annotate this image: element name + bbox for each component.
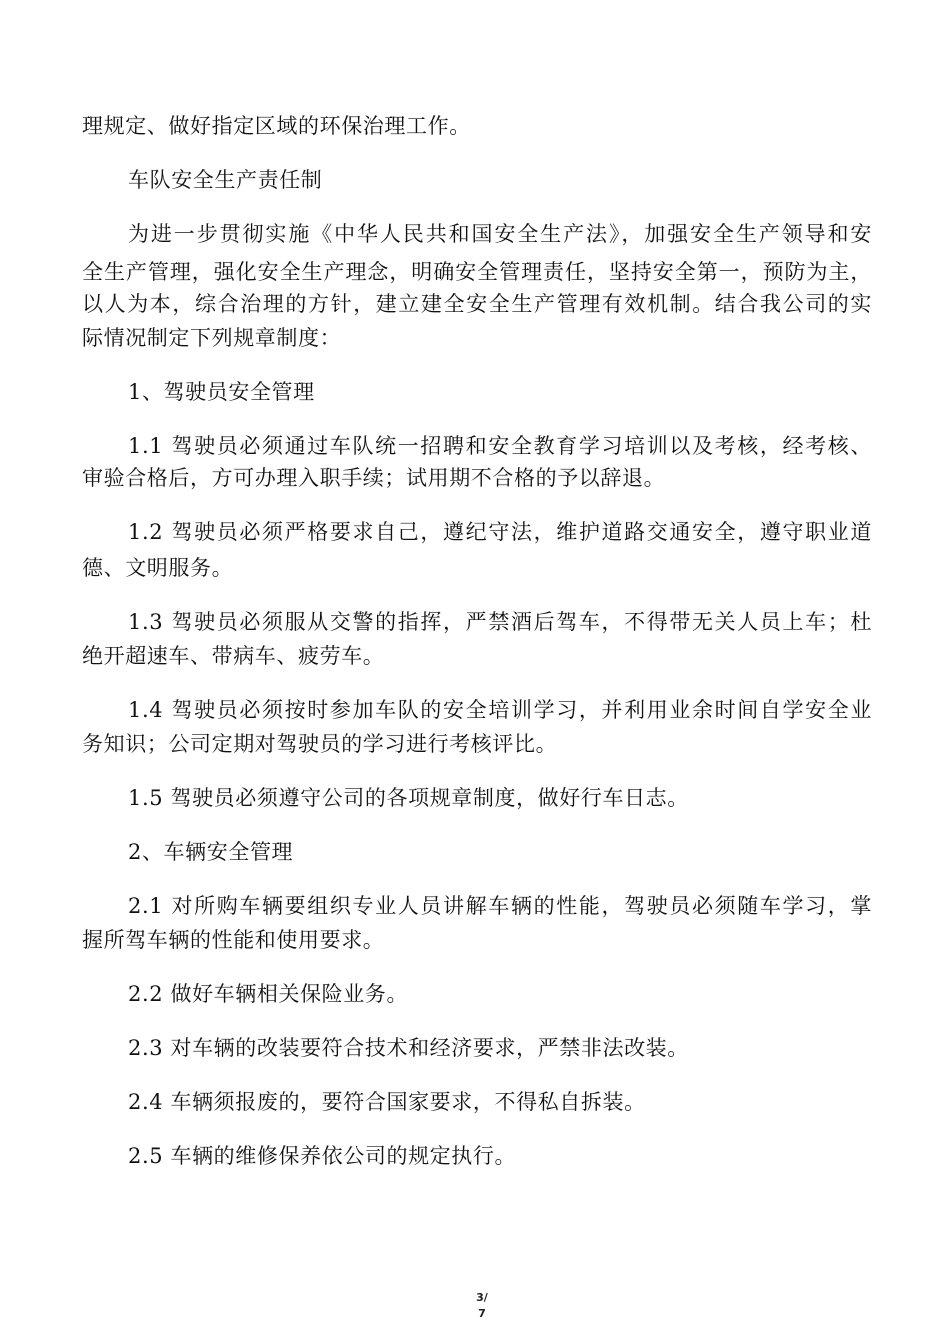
paragraph-line: 绝开超速车、带病车、疲劳车。 [82, 644, 385, 668]
paragraph-line: 2.3 对车辆的改装要符合技术和经济要求，严禁非法改装。 [128, 1036, 689, 1060]
page-number-current: 3/ [476, 1291, 488, 1304]
paragraph-line: 以人为本，综合治理的方针，建立建全安全生产管理有效机制。结合我公司的实 [82, 292, 872, 316]
page-number-total: 7 [478, 1307, 486, 1320]
paragraph-line: 1.3 驾驶员必须服从交警的指挥，严禁酒后驾车，不得带无关人员上车；杜 [128, 610, 872, 634]
paragraph-line: 全生产管理，强化安全生产理念，明确安全管理责任，坚持安全第一，预防为主， [82, 260, 872, 284]
paragraph-line: 审验合格后，方可办理入职手续；试用期不合格的予以辞退。 [82, 466, 666, 490]
paragraph-line: 德、文明服务。 [82, 556, 234, 580]
subsection-heading: 1、驾驶员安全管理 [128, 380, 315, 404]
paragraph-line: 1.5 驾驶员必须遵守公司的各项规章制度，做好行车日志。 [128, 786, 689, 810]
paragraph-line: 1.4 驾驶员必须按时参加车队的安全培训学习，并利用业余时间自学安全业 [128, 698, 872, 722]
paragraph-line: 2.4 车辆须报废的，要符合国家要求，不得私自拆装。 [128, 1090, 646, 1114]
paragraph-line: 为进一步贯彻实施《中华人民共和国安全生产法》，加强安全生产领导和安 [128, 222, 872, 246]
paragraph-line: 务知识；公司定期对驾驶员的学习进行考核评比。 [82, 732, 558, 756]
paragraph-line: 2.5 车辆的维修保养依公司的规定执行。 [128, 1144, 517, 1168]
paragraph-line: 际情况制定下列规章制度： [82, 326, 342, 350]
paragraph-line: 理规定、做好指定区域的环保治理工作。 [82, 114, 471, 138]
paragraph-line: 1.2 驾驶员必须严格要求自己，遵纪守法，维护道路交通安全，遵守职业道 [128, 520, 872, 544]
section-heading: 车队安全生产责任制 [128, 168, 323, 192]
page-number [462, 1290, 502, 1322]
paragraph-line: 2.1 对所购车辆要组织专业人员讲解车辆的性能，驾驶员必须随车学习，掌 [128, 894, 872, 918]
paragraph-line: 1.1 驾驶员必须通过车队统一招聘和安全教育学习培训以及考核，经考核、 [128, 434, 872, 458]
subsection-heading: 2、车辆安全管理 [128, 840, 294, 864]
paragraph-line: 2.2 做好车辆相关保险业务。 [128, 982, 409, 1006]
paragraph-line: 握所驾车辆的性能和使用要求。 [82, 928, 385, 952]
